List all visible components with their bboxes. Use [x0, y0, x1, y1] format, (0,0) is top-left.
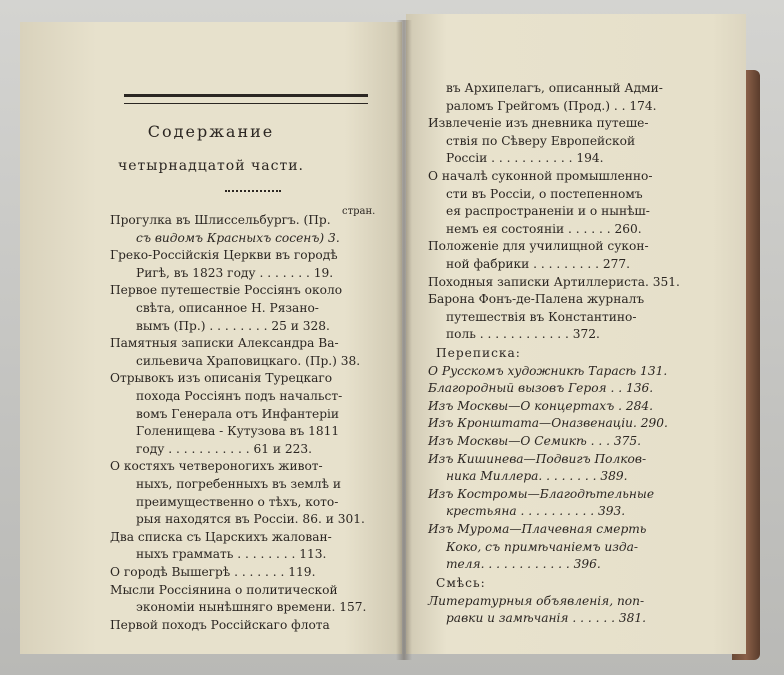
toc-line: Барона Фонъ-де-Палена журналъ: [428, 292, 645, 307]
toc-line: О Русскомъ художникѣ Тарасѣ 131.: [428, 363, 668, 378]
header-rule: [124, 94, 368, 104]
toc-line: Изъ Кронштата—Оназвенацiи. 290.: [428, 416, 668, 431]
toc-line: Россiи . . . . . . . . . . . 194.: [446, 151, 604, 166]
toc-line: ствiя по Сѣверу Европейской: [446, 133, 636, 148]
toc-line: Греко-Россiйскiя Церкви въ городѣ: [110, 248, 338, 263]
toc-line: Положенiе для училищной сукон-: [428, 239, 649, 254]
toc-line: году . . . . . . . . . . . 61 и 223.: [136, 441, 313, 456]
contents-title: Содержание: [147, 122, 275, 141]
toc-line: ника Миллера. . . . . . . . 389.: [446, 469, 628, 484]
toc-line: ныхъ, погребенныхъ въ землѣ и: [136, 477, 341, 491]
toc-line: О костяхъ четвероногихъ живот-: [110, 459, 323, 474]
right-page: [406, 14, 746, 654]
section-heading: Смѣсь:: [436, 576, 486, 590]
toc-line: Памятныя записки Александра Ва-: [110, 336, 339, 351]
toc-line: Отрывокъ изъ описанiя Турецкаго: [110, 371, 333, 386]
toc-line: свѣта, описанное Н. Рязано-: [136, 301, 319, 315]
toc-line: Благородный вызовъ Героя . . 136.: [428, 381, 654, 396]
toc-line: Два списка съ Царскихъ жалован-: [110, 529, 332, 544]
toc-line: вомъ Генерала отъ Инфантерiи: [136, 406, 340, 421]
toc-line: ной фабрики . . . . . . . . . 277.: [446, 257, 631, 271]
toc-line: равки и замѣчанiя . . . . . . 381.: [446, 611, 646, 626]
toc-line: О началѣ суконной промышленно-: [428, 169, 653, 183]
section-heading: Переписка:: [436, 346, 521, 360]
toc-line: экономiи нынѣшняго времени. 157.: [136, 600, 367, 615]
toc-line: Первой походъ Россiйскаго флота: [110, 617, 330, 632]
toc-line: въ Архипелагъ, описанный Адми-: [446, 81, 663, 95]
toc-line: вымъ (Пр.) . . . . . . . . 25 и 328.: [136, 318, 330, 333]
toc-line: съ видомъ Красныхъ сосенъ) 3.: [136, 230, 340, 245]
page-column-label: стран.: [342, 206, 376, 217]
toc-line: Первое путешествiе Россiянъ около: [110, 283, 343, 298]
toc-line: Изъ Мурома—Плачевная смерть: [428, 522, 647, 536]
toc-line: Изъ Костромы—Благодѣтельные: [428, 486, 655, 501]
toc-line: Прогулка въ Шлиссельбургъ. (Пр.: [110, 213, 331, 227]
toc-line: Литературныя объявленiя, поп-: [428, 593, 645, 608]
toc-line: поль . . . . . . . . . . . . 372.: [446, 327, 600, 342]
toc-line: Коко, съ примѣчанiемъ изда-: [446, 539, 639, 554]
left-page: [20, 22, 402, 654]
toc-line: крестьяна . . . . . . . . . . 393.: [446, 504, 626, 519]
toc-line: сильевича Храповицкаго. (Пр.) 38.: [136, 353, 361, 368]
toc-line: Мысли Россiянина о политической: [110, 582, 338, 597]
toc-line: Извлеченiе изъ дневника путеше-: [428, 116, 649, 131]
toc-line: О городѣ Вышегрѣ . . . . . . . 119.: [110, 565, 316, 579]
toc-line: преимущественно о тѣхъ, кото-: [136, 494, 339, 509]
toc-line: ныхъ граммать . . . . . . . . 113.: [136, 547, 327, 562]
book-gutter: [396, 20, 412, 660]
toc-line: сти въ Россiи, о постепенномъ: [446, 186, 643, 201]
open-book: [20, 10, 772, 665]
toc-line: Голенищева - Кутузова въ 1811: [136, 424, 340, 439]
contents-subtitle: четырнадцатой части.: [118, 158, 304, 174]
toc-line: Изъ Москвы—О Семикѣ . . . 375.: [428, 434, 642, 448]
toc-line: Ригѣ, въ 1823 году . . . . . . . 19.: [136, 265, 334, 280]
toc-line: немъ ея состоянiи . . . . . . 260.: [446, 221, 642, 236]
toc-line: Изъ Москвы—О концертахъ . 284.: [428, 398, 654, 413]
title-ornament: [225, 190, 281, 192]
toc-line: Походныя записки Артиллериста. 351.: [428, 274, 680, 289]
toc-line: рыя находятся въ Россiи. 86. и 301.: [136, 512, 365, 527]
toc-line: раломъ Грейгомъ (Прод.) . . 174.: [446, 98, 657, 113]
toc-line: ея распространенiи и о нынѣш-: [446, 204, 650, 219]
toc-line: теля. . . . . . . . . . . . 396.: [446, 557, 601, 572]
toc-line: путешествiя въ Константино-: [446, 309, 637, 324]
toc-line: Изъ Кишинева—Подвигъ Полков-: [428, 451, 647, 466]
toc-line: похода Россiянъ подъ начальст-: [136, 389, 343, 403]
